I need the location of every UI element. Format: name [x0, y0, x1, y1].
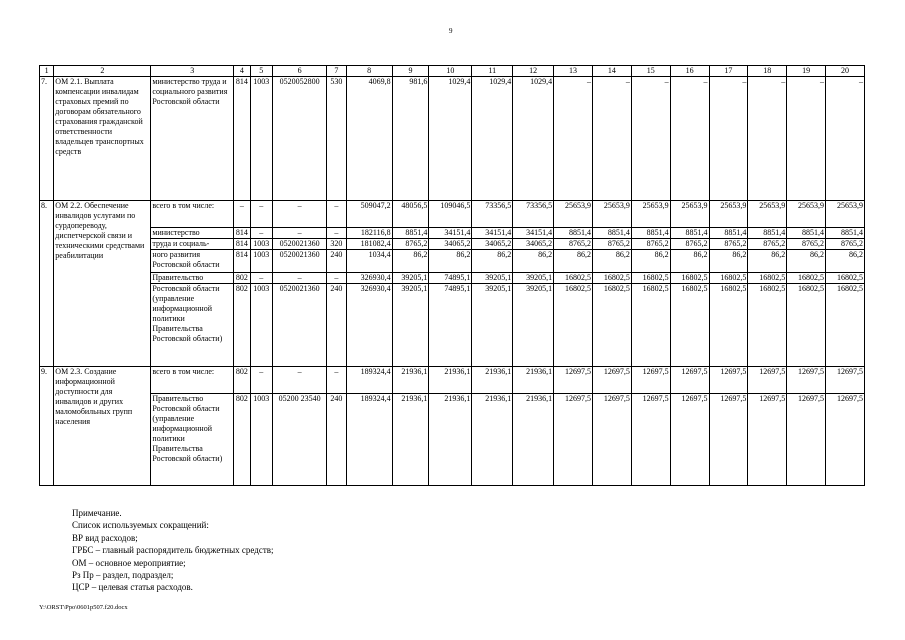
- amount-cell: 12697,5: [631, 394, 670, 486]
- note-item: ГРБС – главный распорядитель бюджетных средств;: [72, 545, 274, 556]
- csr-code: 0520021360: [273, 250, 327, 273]
- row-index: 8.: [40, 201, 54, 367]
- amount-cell: 73356,5: [513, 201, 554, 228]
- column-number-header: 7: [327, 66, 346, 77]
- csr-code: –: [273, 273, 327, 284]
- amount-cell: 8851,4: [592, 228, 631, 239]
- vr-code: 240: [327, 284, 346, 367]
- amount-cell: 4069,8: [346, 77, 392, 201]
- amount-cell: 12697,5: [554, 367, 593, 394]
- amount-cell: 12697,5: [748, 367, 787, 394]
- amount-cell: 21936,1: [429, 367, 472, 394]
- rzpr-code: –: [250, 367, 272, 394]
- column-number-header: 17: [709, 66, 748, 77]
- amount-cell: 12697,5: [787, 367, 826, 394]
- executor-cell: министерство: [151, 228, 234, 239]
- column-number-header: 13: [554, 66, 593, 77]
- amount-cell: 86,2: [787, 250, 826, 273]
- amount-cell: 8765,2: [826, 239, 865, 250]
- amount-cell: 16802,5: [826, 273, 865, 284]
- amount-cell: 189324,4: [346, 394, 392, 486]
- amount-cell: 25653,9: [670, 201, 709, 228]
- amount-cell: 12697,5: [592, 367, 631, 394]
- amount-cell: 12697,5: [709, 394, 748, 486]
- amount-cell: –: [631, 77, 670, 201]
- amount-cell: –: [709, 77, 748, 201]
- amount-cell: 34065,2: [513, 239, 554, 250]
- amount-cell: 86,2: [748, 250, 787, 273]
- vr-code: –: [327, 367, 346, 394]
- amount-cell: 34065,2: [429, 239, 472, 250]
- amount-cell: 509047,2: [346, 201, 392, 228]
- column-number-header: 2: [54, 66, 151, 77]
- column-number-header: 11: [472, 66, 513, 77]
- table-row: [40, 250, 865, 273]
- row-index: 7.: [40, 77, 54, 201]
- amount-cell: 1029,4: [429, 77, 472, 201]
- amount-cell: 86,2: [709, 250, 748, 273]
- row-index: 9.: [40, 367, 54, 486]
- rzpr-code: –: [250, 228, 272, 239]
- csr-code: –: [273, 201, 327, 228]
- column-number-header: 8: [346, 66, 392, 77]
- rzpr-code: 1003: [250, 284, 272, 367]
- amount-cell: 21936,1: [513, 394, 554, 486]
- amount-cell: 39205,1: [513, 284, 554, 367]
- measure-name: ОМ 2.3. Создание информационной доступности для инвалидов и других маломобильных групп населения: [54, 367, 151, 486]
- amount-cell: 8851,4: [631, 228, 670, 239]
- amount-cell: 16802,5: [670, 284, 709, 367]
- amount-cell: –: [554, 77, 593, 201]
- amount-cell: 12697,5: [670, 367, 709, 394]
- amount-cell: 16802,5: [787, 273, 826, 284]
- csr-code: 0520052800: [273, 77, 327, 201]
- amount-cell: 39205,1: [472, 273, 513, 284]
- amount-cell: 86,2: [429, 250, 472, 273]
- vr-code: 320: [327, 239, 346, 250]
- amount-cell: –: [592, 77, 631, 201]
- rzpr-code: –: [250, 273, 272, 284]
- amount-cell: 1029,4: [472, 77, 513, 201]
- notes-subtitle: Список используемых сокращений:: [72, 520, 209, 531]
- column-number-header: 18: [748, 66, 787, 77]
- vr-code: –: [327, 273, 346, 284]
- amount-cell: 25653,9: [709, 201, 748, 228]
- vr-code: 530: [327, 77, 346, 201]
- amount-cell: 16802,5: [748, 273, 787, 284]
- budget-table: [39, 65, 865, 486]
- amount-cell: 12697,5: [670, 394, 709, 486]
- amount-cell: 8851,4: [826, 228, 865, 239]
- amount-cell: 12697,5: [826, 367, 865, 394]
- amount-cell: 39205,1: [392, 273, 429, 284]
- amount-cell: 34151,4: [513, 228, 554, 239]
- column-number-header: 14: [592, 66, 631, 77]
- executor-cell: Правительство Ростовской области (управление информационной политики Правительства Ростовской области): [151, 394, 234, 486]
- grbs-code: 802: [234, 284, 250, 367]
- csr-code: 0520021360: [273, 239, 327, 250]
- executor-cell: всего в том числе:: [151, 367, 234, 394]
- amount-cell: 8765,2: [592, 239, 631, 250]
- column-number-header: 6: [273, 66, 327, 77]
- amount-cell: 16802,5: [826, 284, 865, 367]
- amount-cell: 21936,1: [429, 394, 472, 486]
- column-number-header: 1: [40, 66, 54, 77]
- amount-cell: 48056,5: [392, 201, 429, 228]
- amount-cell: 8765,2: [631, 239, 670, 250]
- executor-cell: Правительство: [151, 273, 234, 284]
- amount-cell: –: [670, 77, 709, 201]
- amount-cell: –: [826, 77, 865, 201]
- amount-cell: 181082,4: [346, 239, 392, 250]
- file-path-footer: Y:\ORST\Ppo\0601p507.f20.docx: [39, 604, 128, 611]
- table-row: [40, 367, 865, 394]
- grbs-code: 802: [234, 394, 250, 486]
- note-item: ЦСР – целевая статья расходов.: [72, 582, 193, 593]
- vr-code: 240: [327, 394, 346, 486]
- amount-cell: 39205,1: [472, 284, 513, 367]
- column-number-header: 20: [826, 66, 865, 77]
- amount-cell: 39205,1: [513, 273, 554, 284]
- column-number-header: 10: [429, 66, 472, 77]
- amount-cell: 8851,4: [554, 228, 593, 239]
- amount-cell: 16802,5: [554, 273, 593, 284]
- vr-code: –: [327, 228, 346, 239]
- amount-cell: 8765,2: [787, 239, 826, 250]
- amount-cell: –: [748, 77, 787, 201]
- amount-cell: 326930,4: [346, 284, 392, 367]
- grbs-code: 814: [234, 228, 250, 239]
- grbs-code: 814: [234, 239, 250, 250]
- amount-cell: 86,2: [592, 250, 631, 273]
- amount-cell: 12697,5: [826, 394, 865, 486]
- note-item: ОМ – основное мероприятие;: [72, 557, 186, 568]
- amount-cell: 981,6: [392, 77, 429, 201]
- page-number: 9: [449, 27, 453, 35]
- amount-cell: 86,2: [554, 250, 593, 273]
- table-row: [40, 239, 865, 250]
- amount-cell: 1034,4: [346, 250, 392, 273]
- amount-cell: 8765,2: [670, 239, 709, 250]
- csr-code: 0520021360: [273, 284, 327, 367]
- column-number-header: 15: [631, 66, 670, 77]
- amount-cell: –: [787, 77, 826, 201]
- amount-cell: 21936,1: [392, 367, 429, 394]
- rzpr-code: –: [250, 201, 272, 228]
- measure-name: ОМ 2.1. Выплата компенсации инвалидам страховых премий по договорам обязательного страхования гражданской ответственности владельцев транспортных средств: [54, 77, 151, 201]
- executor-cell: Ростовской области (управление информационной политики Правительства Ростовской области): [151, 284, 234, 367]
- table-row: [40, 284, 865, 367]
- amount-cell: 86,2: [631, 250, 670, 273]
- amount-cell: 12697,5: [554, 394, 593, 486]
- executor-cell: всего в том числе:: [151, 201, 234, 228]
- amount-cell: 25653,9: [748, 201, 787, 228]
- amount-cell: 182116,8: [346, 228, 392, 239]
- executor-cell: министерство труда и социального развития Ростовской области: [151, 77, 234, 201]
- rzpr-code: 1003: [250, 239, 272, 250]
- amount-cell: 8765,2: [392, 239, 429, 250]
- column-number-header: 16: [670, 66, 709, 77]
- amount-cell: 12697,5: [748, 394, 787, 486]
- amount-cell: 12697,5: [787, 394, 826, 486]
- amount-cell: 16802,5: [592, 273, 631, 284]
- table-row: [40, 77, 865, 201]
- rzpr-code: 1003: [250, 394, 272, 486]
- note-item: Рз Пр – раздел, подраздел;: [72, 570, 174, 581]
- column-number-header: 4: [234, 66, 250, 77]
- amount-cell: 16802,5: [631, 273, 670, 284]
- grbs-code: –: [234, 201, 250, 228]
- vr-code: –: [327, 201, 346, 228]
- rzpr-code: 1003: [250, 250, 272, 273]
- amount-cell: 74895,1: [429, 284, 472, 367]
- executor-cell: ного развития Ростовской области: [151, 250, 234, 273]
- amount-cell: 1029,4: [513, 77, 554, 201]
- csr-code: –: [273, 228, 327, 239]
- amount-cell: 16802,5: [748, 284, 787, 367]
- column-number-header: 3: [151, 66, 234, 77]
- note-item: ВР вид расходов;: [72, 532, 138, 543]
- notes-block: [72, 507, 274, 594]
- header-row: [40, 66, 865, 77]
- csr-code: –: [273, 367, 327, 394]
- amount-cell: 21936,1: [513, 367, 554, 394]
- amount-cell: 12697,5: [631, 367, 670, 394]
- amount-cell: 16802,5: [709, 273, 748, 284]
- amount-cell: 73356,5: [472, 201, 513, 228]
- rzpr-code: 1003: [250, 77, 272, 201]
- amount-cell: 189324,4: [346, 367, 392, 394]
- amount-cell: 86,2: [392, 250, 429, 273]
- executor-cell: труда и социаль-: [151, 239, 234, 250]
- amount-cell: 326930,4: [346, 273, 392, 284]
- amount-cell: 74895,1: [429, 273, 472, 284]
- amount-cell: 25653,9: [554, 201, 593, 228]
- amount-cell: 34065,2: [472, 239, 513, 250]
- amount-cell: 86,2: [670, 250, 709, 273]
- amount-cell: 8765,2: [748, 239, 787, 250]
- amount-cell: 86,2: [826, 250, 865, 273]
- table-row: [40, 273, 865, 284]
- table-row: [40, 394, 865, 486]
- amount-cell: 34151,4: [472, 228, 513, 239]
- amount-cell: 8851,4: [748, 228, 787, 239]
- amount-cell: 8851,4: [787, 228, 826, 239]
- amount-cell: 16802,5: [787, 284, 826, 367]
- amount-cell: 86,2: [472, 250, 513, 273]
- amount-cell: 25653,9: [787, 201, 826, 228]
- amount-cell: 39205,1: [392, 284, 429, 367]
- amount-cell: 34151,4: [429, 228, 472, 239]
- amount-cell: 16802,5: [670, 273, 709, 284]
- table-row: [40, 228, 865, 239]
- csr-code: 05200 23540: [273, 394, 327, 486]
- amount-cell: 21936,1: [472, 367, 513, 394]
- notes-title: Примечание.: [72, 508, 122, 518]
- amount-cell: 86,2: [513, 250, 554, 273]
- column-number-header: 12: [513, 66, 554, 77]
- amount-cell: 21936,1: [392, 394, 429, 486]
- amount-cell: 8765,2: [554, 239, 593, 250]
- amount-cell: 8851,4: [392, 228, 429, 239]
- grbs-code: 802: [234, 273, 250, 284]
- column-number-header: 19: [787, 66, 826, 77]
- amount-cell: 16802,5: [554, 284, 593, 367]
- amount-cell: 25653,9: [592, 201, 631, 228]
- vr-code: 240: [327, 250, 346, 273]
- amount-cell: 16802,5: [631, 284, 670, 367]
- amount-cell: 8765,2: [709, 239, 748, 250]
- measure-name: ОМ 2.2. Обеспечение инвалидов услугами по сурдопереводу, диспетчерской связи и техническими средствами реабилитации: [54, 201, 151, 367]
- amount-cell: 16802,5: [592, 284, 631, 367]
- amount-cell: 16802,5: [709, 284, 748, 367]
- amount-cell: 21936,1: [472, 394, 513, 486]
- column-number-header: 5: [250, 66, 272, 77]
- grbs-code: 814: [234, 250, 250, 273]
- column-number-header: 9: [392, 66, 429, 77]
- amount-cell: 8851,4: [709, 228, 748, 239]
- amount-cell: 12697,5: [592, 394, 631, 486]
- amount-cell: 12697,5: [709, 367, 748, 394]
- table-row: [40, 201, 865, 228]
- grbs-code: 802: [234, 367, 250, 394]
- grbs-code: 814: [234, 77, 250, 201]
- amount-cell: 25653,9: [826, 201, 865, 228]
- amount-cell: 8851,4: [670, 228, 709, 239]
- amount-cell: 109046,5: [429, 201, 472, 228]
- amount-cell: 25653,9: [631, 201, 670, 228]
